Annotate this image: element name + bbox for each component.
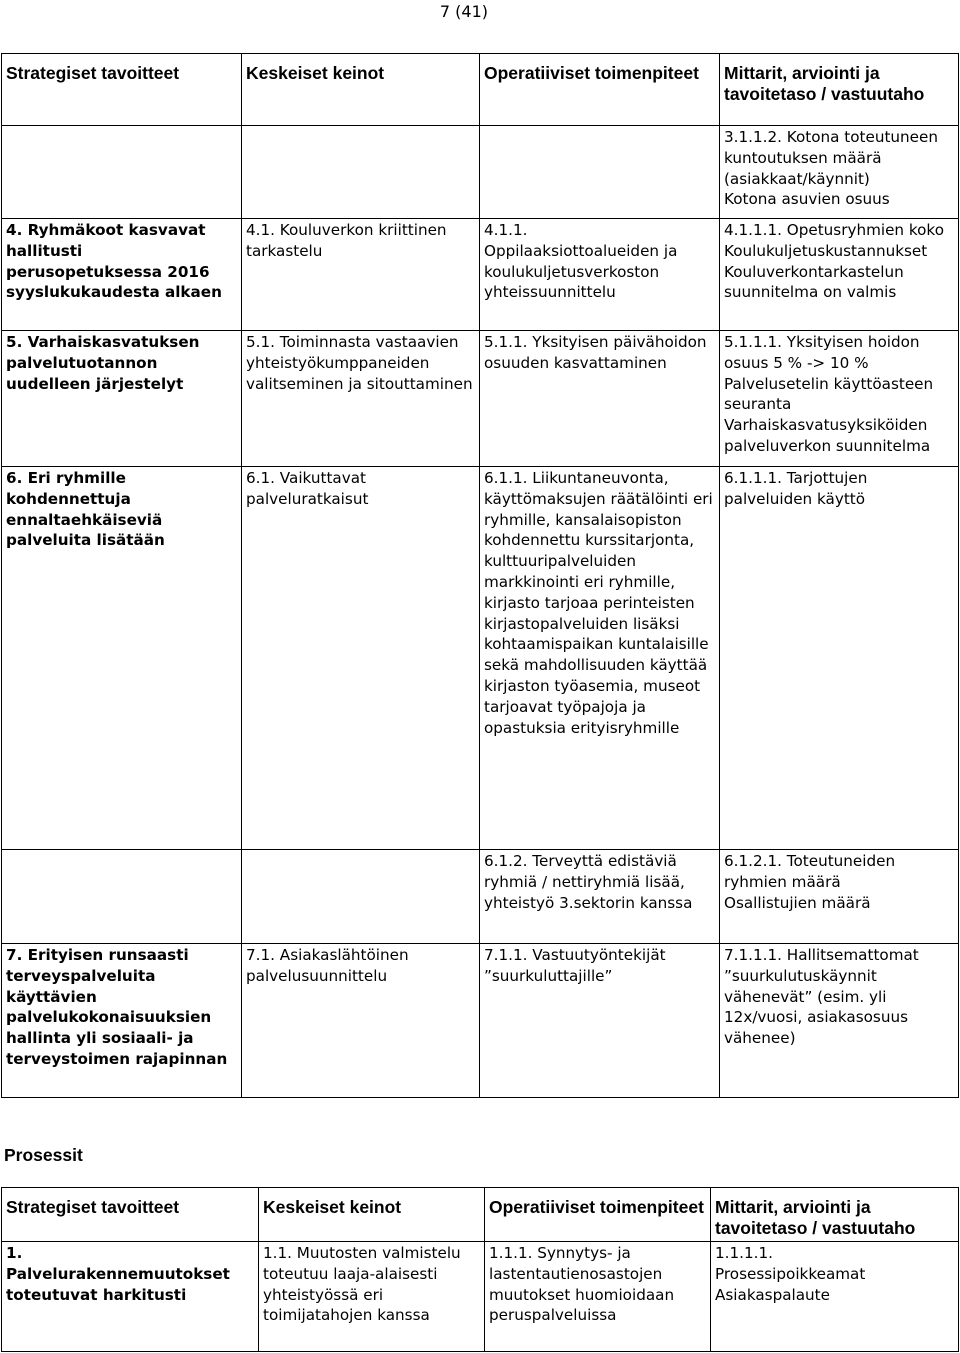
cell-goal: 5. Varhaiskasvatuksen palvelutuotannon uudelleen järjestelyt xyxy=(2,331,242,467)
table-header-row xyxy=(2,54,959,126)
table-row xyxy=(2,1242,959,1352)
table-row xyxy=(2,467,959,850)
header-metrics: Mittarit, arviointi ja tavoitetaso / vastuutaho xyxy=(720,54,959,126)
table-row xyxy=(2,219,959,331)
cell-goal xyxy=(2,850,242,944)
cell-measure: 6.1.1. Liikuntaneuvonta, käyttömaksujen räätälöinti eri ryhmille, kansalaisopiston kohdennettu kurssitarjonta, kulttuuripalveluiden markkinointi eri ryhmille, kirjasto tarjoaa perinteisten kirjastopalveluiden lisäksi kohtaamispaikan kuntalaisille sekä mahdollisuuden käyttää kirjaston työasemia, museot tarjoavat työpajoja ja opastuksia erityisryhmille xyxy=(480,467,720,850)
table-header-row xyxy=(2,1188,959,1242)
table-row xyxy=(2,126,959,219)
table-row xyxy=(2,944,959,1098)
strategy-table xyxy=(1,53,959,1098)
cell-goal: 6. Eri ryhmille kohdennettuja ennaltaehkäiseviä palveluita lisätään xyxy=(2,467,242,850)
cell-metric: 4.1.1.1. Opetusryhmien koko Koulukuljetuskustannukset Kouluverkontarkastelun suunnitelma on valmis xyxy=(720,219,959,331)
page-number: 7 (41) xyxy=(439,2,488,21)
table-row xyxy=(2,850,959,944)
header-operational-measures: Operatiiviset toimenpiteet xyxy=(480,54,720,126)
header-key-means: Keskeiset keinot xyxy=(259,1188,485,1242)
section-title-processes: Prosessit xyxy=(4,1145,83,1165)
cell-measure: 4.1.1. Oppilaaksiottoalueiden ja koulukuljetusverkoston yhteissuunnittelu xyxy=(480,219,720,331)
header-operational-measures: Operatiiviset toimenpiteet xyxy=(485,1188,711,1242)
cell-means: 7.1. Asiakaslähtöinen palvelusuunnittelu xyxy=(242,944,480,1098)
cell-metric: 5.1.1.1. Yksityisen hoidon osuus 5 % -> 10 % Palvelusetelin käyttöasteen seuranta Varhaiskasvatusyksiköiden palveluverkon suunnitelma xyxy=(720,331,959,467)
cell-means: 4.1. Kouluverkon kriittinen tarkastelu xyxy=(242,219,480,331)
process-table xyxy=(1,1187,959,1352)
cell-means xyxy=(242,126,480,219)
cell-metric: 6.1.2.1. Toteutuneiden ryhmien määrä Osallistujien määrä xyxy=(720,850,959,944)
cell-means xyxy=(242,850,480,944)
cell-means: 6.1. Vaikuttavat palveluratkaisut xyxy=(242,467,480,850)
cell-measure xyxy=(480,126,720,219)
cell-metric: 1.1.1.1. Prosessipoikkeamat Asiakaspalaute xyxy=(711,1242,959,1352)
header-metrics: Mittarit, arviointi ja tavoitetaso / vastuutaho xyxy=(711,1188,959,1242)
cell-metric: 7.1.1.1. Hallitsemattomat ”suurkulutuskäynnit vähenevät” (esim. yli 12x/vuosi, asiakasosuus vähenee) xyxy=(720,944,959,1098)
cell-metric: 3.1.1.2. Kotona toteutuneen kuntoutuksen määrä (asiakkaat/käynnit) Kotona asuvien osuus xyxy=(720,126,959,219)
cell-means: 5.1. Toiminnasta vastaavien yhteistyökumppaneiden valitseminen ja sitouttaminen xyxy=(242,331,480,467)
cell-measure: 5.1.1. Yksityisen päivähoidon osuuden kasvattaminen xyxy=(480,331,720,467)
cell-goal xyxy=(2,126,242,219)
cell-goal: 7. Erityisen runsaasti terveyspalveluita käyttävien palvelukokonaisuuksien hallinta yli sosiaali- ja terveystoimen rajapinnan xyxy=(2,944,242,1098)
header-key-means: Keskeiset keinot xyxy=(242,54,480,126)
cell-goal: 1. Palvelurakennemuutokset toteutuvat harkitusti xyxy=(2,1242,259,1352)
cell-measure: 7.1.1. Vastuutyöntekijät ”suurkuluttajille” xyxy=(480,944,720,1098)
cell-means: 1.1. Muutosten valmistelu toteutuu laaja-alaisesti yhteistyössä eri toimijatahojen kanssa xyxy=(259,1242,485,1352)
header-strategic-goals: Strategiset tavoitteet xyxy=(2,1188,259,1242)
table-row xyxy=(2,331,959,467)
header-strategic-goals: Strategiset tavoitteet xyxy=(2,54,242,126)
cell-goal: 4. Ryhmäkoot kasvavat hallitusti perusopetuksessa 2016 syyslukukaudesta alkaen xyxy=(2,219,242,331)
cell-measure: 1.1.1. Synnytys- ja lastentautienosastojen muutokset huomioidaan peruspalveluissa xyxy=(485,1242,711,1352)
cell-metric: 6.1.1.1. Tarjottujen palveluiden käyttö xyxy=(720,467,959,850)
cell-measure: 6.1.2. Terveyttä edistäviä ryhmiä / nettiryhmiä lisää, yhteistyö 3.sektorin kanssa xyxy=(480,850,720,944)
